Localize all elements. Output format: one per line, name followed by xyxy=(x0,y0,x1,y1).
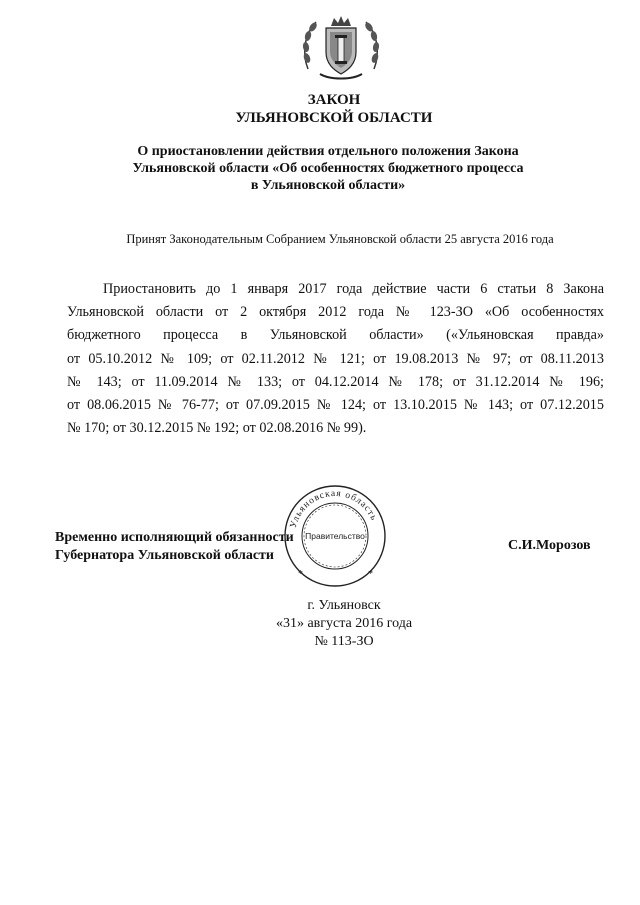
signing-date: «31» августа 2016 года xyxy=(275,616,413,631)
law-number: № 113-ЗО xyxy=(314,634,374,649)
body-line: Ульяновской области от 2 октября 2012 года № 123-ЗО «Об особенностях xyxy=(67,304,604,321)
law-body xyxy=(67,278,604,440)
issuer-heading: УЛЬЯНОВСКОЙ ОБЛАСТИ xyxy=(235,110,433,126)
subject-line: Ульяновской области «Об особенностях бюджетного процесса xyxy=(132,161,524,176)
body-line: от 05.10.2012 № 109; от 02.11.2012 № 121; от 19.08.2013 № 97; от 08.11.2013 xyxy=(67,350,604,367)
body-line: № 143; от 11.09.2014 № 133; от 04.12.2014 № 178; от 31.12.2014 № 196; xyxy=(67,373,604,390)
coat-of-arms-icon xyxy=(298,14,384,84)
position-line: Временно исполняющий обязанности xyxy=(55,530,294,545)
document-type-heading: ЗАКОН xyxy=(307,92,361,108)
body-line: бюджетного процесса в Ульяновской области» («Ульяновская правда» xyxy=(67,327,604,344)
signatory-position xyxy=(55,529,294,565)
subject-line: О приостановлении действия отдельного положения Закона xyxy=(137,144,519,159)
adoption-statement: Принят Законодательным Собранием Ульяновской области 25 августа 2016 года xyxy=(126,232,554,246)
svg-text:*: * xyxy=(298,569,303,580)
body-line: от 08.06.2015 № 76-77; от 07.09.2015 № 124; от 13.10.2015 № 143; от 07.12.2015 xyxy=(67,396,604,413)
official-stamp xyxy=(280,482,390,590)
position-line: Губернатора Ульяновской области xyxy=(55,548,274,563)
stamp-center-text: Правительство xyxy=(305,531,365,541)
law-subject xyxy=(90,143,566,194)
place-of-signing: г. Ульяновск xyxy=(307,598,381,613)
stamp-ring-text: Ульяновская область xyxy=(288,488,379,530)
subject-line: в Ульяновской области» xyxy=(250,178,406,193)
signatory-name: С.И.Морозов xyxy=(508,538,591,553)
body-line: № 170; от 30.12.2015 № 192; от 02.08.2016 № 99). xyxy=(67,420,367,437)
svg-text:*: * xyxy=(368,569,373,580)
body-line: Приостановить до 1 января 2017 года действие части 6 статьи 8 Закона xyxy=(103,281,604,297)
